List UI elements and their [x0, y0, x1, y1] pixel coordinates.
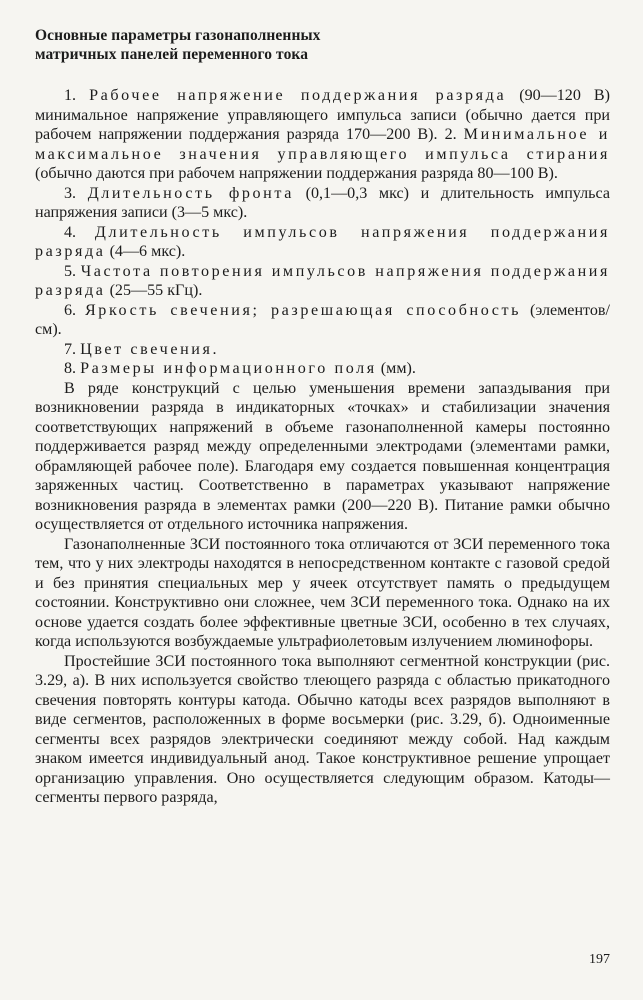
- list-item-1: 1. Рабочее напряжение поддержания разряда (90—120 В) минимальное напряжение управляющего импульса записи (обычно дается при рабочем напряжении поддержания разряда 170—200 В). 2. Минимальное и максимальное значения управляющего импульса стирания (обычно даются при рабочем напряжении поддержания разряда 80—100 В).: [35, 87, 611, 182]
- list-item-5: 5. Частота повторения импульсов напряжения поддержания разряда (25—55 кГц).: [35, 262, 610, 299]
- list-item-4: 4. Длительность импульсов напряжения поддержания разряда (4—6 мкс).: [35, 223, 610, 260]
- heading-line-2: матричных панелей переменного тока: [35, 46, 309, 63]
- paragraph-2: Газонаполненные ЗСИ постоянного тока отличаются от ЗСИ переменного тока тем, что у них электроды находятся в непосредственном контакте с газовой средой и без принятия специальных мер у ячеек отсутствует память о предыдущем состоянии. Конструктивно они сложнее, чем ЗСИ переменного тока. Однако на их основе удается создать более эффективные цветные ЗСИ, особенно в тех случаях, когда используются возбуждаемые ультрафиолетовым излучением люминофоры.: [35, 535, 610, 650]
- paragraph-1: В ряде конструкций с целью уменьшения времени запаздывания при возникновении разряда в индикаторных «точках» и стабилизации значения соответствующих напряжений в объеме газонаполненной камеры постоянно поддерживается разряд между определенными электродами (элементами рамки, обрамляющей рабочее поле). Благодаря ему создается повышенная концентрация заряженных частиц. Соответственно в параметрах указывают напряжение возникновения разряда в элементах рамки (200—220 В). Питание рамки обычно осуществляется от отдельного источника напряжения.: [35, 379, 610, 533]
- paragraph-3: Простейшие ЗСИ постоянного тока выполняют сегментной конструкции (рис. 3.29, а). В них используется свойство тлеющего разряда с областью прикатодного свечения повторять контуры катода. Обычно катоды всех разрядов выполняют в виде сегментов, расположенных в форме восьмерки (рис. 3.29, б). Одноименные сегменты всех разрядов электрически соединяют между собой. Над каждым знаком имеется индивидуальный анод. Такое конструктивное решение упрощает организацию управления. Оно осуществляется следующим образом. Катоды—сегменты первого разряда,: [35, 652, 610, 806]
- list-item-7: 7. Цвет свечения.: [64, 340, 220, 358]
- list-item-6: 6. Яркость свечения; разрешающая способность (элементов/см).: [35, 301, 610, 338]
- list-item-3: 3. Длительность фронта (0,1—0,3 мкс) и длительность импульса напряжения записи (3—5 мкс).: [35, 184, 610, 221]
- heading-line-1: Основные параметры газонаполненных: [35, 27, 321, 44]
- page-number: 197: [589, 952, 610, 967]
- section-heading: [35, 26, 610, 64]
- list-item-8: 8. Размеры информационного поля (мм).: [64, 360, 416, 377]
- body-text: [35, 86, 610, 808]
- page-content: [35, 26, 610, 808]
